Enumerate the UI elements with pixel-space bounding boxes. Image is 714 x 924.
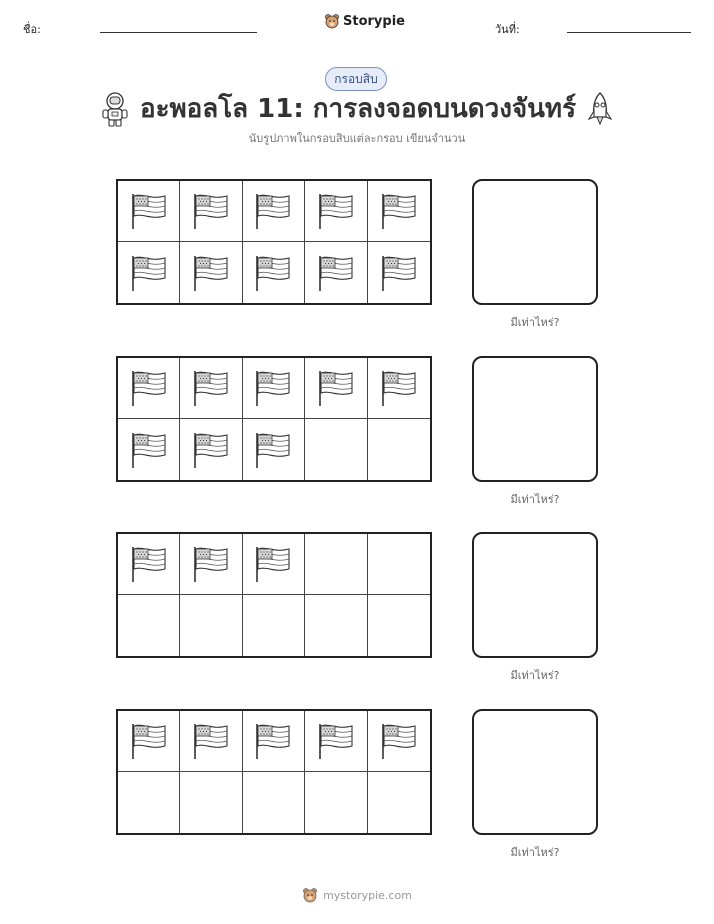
ten-frame bbox=[116, 709, 432, 835]
ten-frame-cell bbox=[180, 419, 242, 480]
how-many-label: มีเท่าไหร่? bbox=[510, 669, 560, 682]
us-flag-icon bbox=[316, 191, 356, 231]
us-flag-icon bbox=[253, 253, 293, 293]
name-label: ชื่อ: bbox=[23, 23, 41, 36]
how-many-label: มีเท่าไหร่? bbox=[510, 846, 560, 859]
us-flag-icon bbox=[253, 721, 293, 761]
date-label: วันที่: bbox=[495, 23, 520, 36]
rocket-icon bbox=[586, 91, 614, 127]
title-row bbox=[0, 88, 714, 129]
ten-frame-cell bbox=[368, 711, 430, 772]
ten-frame-cell bbox=[368, 242, 430, 303]
us-flag-icon bbox=[191, 191, 231, 231]
ten-frame-cell bbox=[118, 181, 180, 242]
page-title: อะพอลโล 11: การลงจอดบนดวงจันทร์ bbox=[139, 94, 577, 124]
ten-frame-cell bbox=[180, 772, 242, 833]
ten-frame-cell bbox=[243, 595, 305, 656]
ten-frame-cell bbox=[243, 358, 305, 419]
footer bbox=[0, 887, 714, 903]
name-line[interactable] bbox=[100, 32, 257, 33]
answer-box[interactable] bbox=[472, 179, 598, 305]
ten-frame-cell bbox=[180, 595, 242, 656]
us-flag-icon bbox=[191, 430, 231, 470]
ten-frame bbox=[116, 532, 432, 658]
ten-frame-cell bbox=[180, 358, 242, 419]
date-line[interactable] bbox=[567, 32, 691, 33]
answer-box[interactable] bbox=[472, 356, 598, 482]
ten-frame-cell bbox=[180, 711, 242, 772]
us-flag-icon bbox=[129, 368, 169, 408]
us-flag-icon bbox=[379, 368, 419, 408]
us-flag-icon bbox=[129, 253, 169, 293]
us-flag-icon bbox=[129, 544, 169, 584]
ten-frame-cell bbox=[118, 711, 180, 772]
worksheet-type-badge: กรอบสิบ bbox=[325, 67, 387, 91]
us-flag-icon bbox=[191, 368, 231, 408]
ten-frame-cell bbox=[305, 181, 367, 242]
us-flag-icon bbox=[191, 544, 231, 584]
ten-frame-cell bbox=[305, 772, 367, 833]
ten-frame bbox=[116, 356, 432, 482]
how-many-label: มีเท่าไหร่? bbox=[510, 493, 560, 506]
us-flag-icon bbox=[129, 430, 169, 470]
bear-mascot-icon bbox=[302, 887, 318, 903]
us-flag-icon bbox=[379, 191, 419, 231]
ten-frame-cell bbox=[243, 772, 305, 833]
us-flag-icon bbox=[253, 191, 293, 231]
ten-frame-cell bbox=[243, 419, 305, 480]
answer-box[interactable] bbox=[472, 532, 598, 658]
ten-frame-cell bbox=[243, 711, 305, 772]
ten-frame-cell bbox=[243, 242, 305, 303]
us-flag-icon bbox=[379, 721, 419, 761]
brand-logo bbox=[324, 13, 405, 29]
ten-frame-cell bbox=[118, 419, 180, 480]
ten-frame-cell bbox=[118, 595, 180, 656]
ten-frame-cell bbox=[180, 534, 242, 595]
us-flag-icon bbox=[191, 253, 231, 293]
us-flag-icon bbox=[253, 544, 293, 584]
ten-frame-cell bbox=[368, 534, 430, 595]
ten-frame-cell bbox=[243, 534, 305, 595]
us-flag-icon bbox=[379, 253, 419, 293]
footer-url[interactable]: mystorypie.com bbox=[323, 888, 412, 902]
instructions: นับรูปภาพในกรอบสิบแต่ละกรอบ เขียนจำนวน bbox=[248, 132, 466, 145]
us-flag-icon bbox=[253, 430, 293, 470]
us-flag-icon bbox=[316, 253, 356, 293]
ten-frame-cell bbox=[243, 181, 305, 242]
ten-frame-cell bbox=[368, 772, 430, 833]
bear-mascot-icon bbox=[324, 13, 340, 29]
ten-frame-cell bbox=[305, 711, 367, 772]
how-many-label: มีเท่าไหร่? bbox=[510, 316, 560, 329]
ten-frame-cell bbox=[368, 595, 430, 656]
astronaut-icon bbox=[100, 91, 130, 127]
ten-frame-cell bbox=[305, 419, 367, 480]
ten-frame-cell bbox=[180, 242, 242, 303]
us-flag-icon bbox=[316, 721, 356, 761]
us-flag-icon bbox=[253, 368, 293, 408]
brand-name: Storypie bbox=[343, 13, 405, 29]
ten-frame-cell bbox=[305, 242, 367, 303]
ten-frame-cell bbox=[305, 358, 367, 419]
ten-frame-cell bbox=[118, 534, 180, 595]
ten-frame-cell bbox=[180, 181, 242, 242]
ten-frame-cell bbox=[305, 595, 367, 656]
ten-frame-cell bbox=[368, 181, 430, 242]
ten-frame-cell bbox=[118, 242, 180, 303]
answer-box[interactable] bbox=[472, 709, 598, 835]
ten-frame-cell bbox=[368, 419, 430, 480]
ten-frame-cell bbox=[368, 358, 430, 419]
ten-frame-cell bbox=[118, 358, 180, 419]
ten-frame-cell bbox=[118, 772, 180, 833]
us-flag-icon bbox=[129, 721, 169, 761]
us-flag-icon bbox=[191, 721, 231, 761]
us-flag-icon bbox=[316, 368, 356, 408]
ten-frame bbox=[116, 179, 432, 305]
us-flag-icon bbox=[129, 191, 169, 231]
ten-frame-cell bbox=[305, 534, 367, 595]
